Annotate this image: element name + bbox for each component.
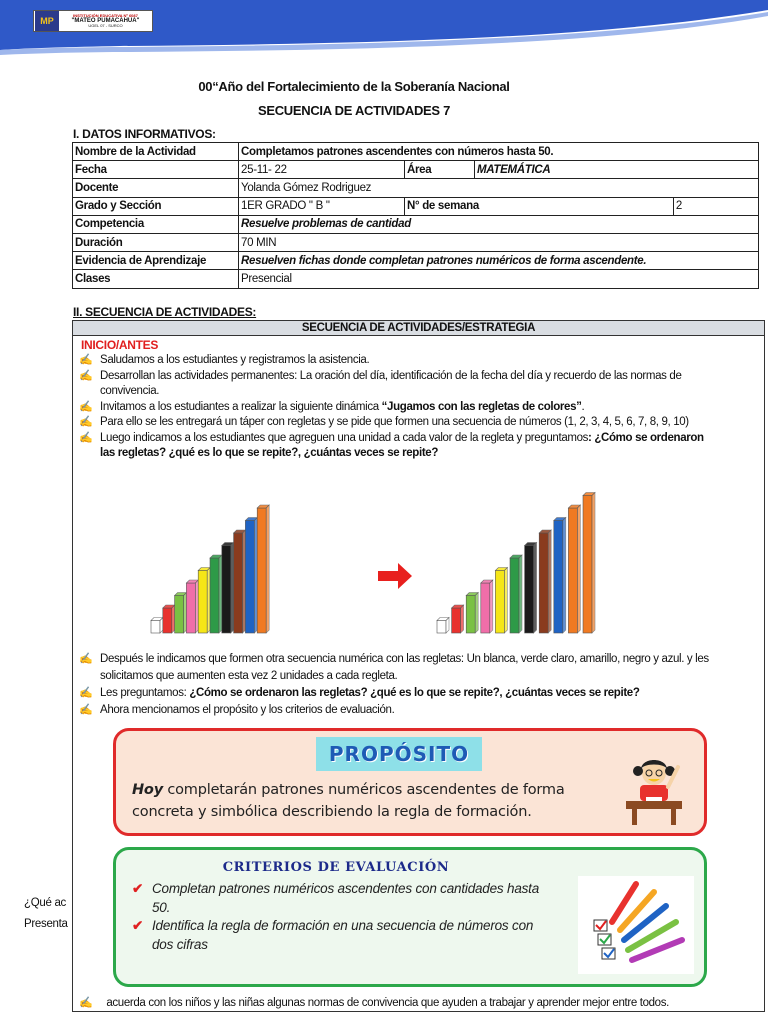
table-row — [73, 179, 759, 197]
sequence-header: SECUENCIA DE ACTIVIDADES/ESTRATEGIA — [73, 321, 764, 336]
sequence-title: SECUENCIA DE ACTIVIDADES 7 — [257, 103, 451, 118]
section-datos: I. DATOS INFORMATIVOS: — [73, 127, 216, 141]
list-item — [79, 353, 719, 369]
checkmark-icon: ✔ — [132, 918, 144, 933]
list-item — [132, 917, 552, 954]
pen-icon: ✍ — [79, 400, 93, 413]
semana-label: N° de semana — [405, 197, 674, 215]
grado-label: Grado y Sección — [73, 197, 239, 215]
evidencia-label: Evidencia de Aprendizaje — [73, 252, 239, 270]
activity-bold: ¿Cómo se ordenaron las regletas? ¿qué es lo que se repite?, ¿cuántas veces se repite? — [189, 687, 640, 699]
grado-value: 1ER GRADO " B " — [239, 197, 405, 215]
logo-name: "MATEO PUMACAHUA" — [71, 18, 140, 24]
set1-rod-8 — [234, 530, 246, 633]
criterios-title: CRITERIOS DE EVALUACIÓN — [222, 860, 450, 875]
table-row — [73, 197, 759, 215]
set1-rod-4 — [186, 580, 198, 633]
area-label: Área — [405, 161, 475, 179]
inicio-heading: INICIO/ANTES — [81, 338, 159, 352]
proposito-box — [113, 728, 707, 836]
activity-text: Les preguntamos: — [100, 687, 190, 699]
competencia-label: Competencia — [73, 215, 239, 233]
pen-icon: ✍ — [79, 653, 93, 665]
actividad-label: Nombre de la Actividad — [73, 143, 239, 161]
activity-text: Después le indicamos que formen otra secuencia numérica con las regletas: Un blanca, verde claro, amarillo, negro y azul. y les solicitamos que aumenten esta vez 2 unidades a cada regleta. — [100, 653, 709, 682]
set1-rod-2 — [163, 605, 175, 633]
activity-text: Invitamos a los estudiantes a realizar la siguiente dinámica — [100, 400, 382, 413]
fecha-label: Fecha — [73, 161, 239, 179]
activity-bold: : ¿Cómo se ordenaron las regletas? ¿qué es lo que se repite?, ¿cuántas veces se repite? — [100, 431, 704, 459]
competencia-value: Resuelve problemas de cantidad — [239, 215, 759, 233]
side-text-1: ¿Qué ac — [24, 897, 67, 909]
fecha-value: 25-11- 22 — [239, 161, 405, 179]
header-banner — [0, 0, 768, 60]
set2-rod-3 — [466, 593, 478, 634]
proposito-hoy: Hoy — [132, 782, 163, 798]
list-item — [79, 415, 719, 431]
proposito-title-banner — [316, 737, 482, 771]
student-illustration — [616, 753, 692, 827]
activity-list-2 — [79, 651, 719, 719]
rods-illustration — [73, 483, 763, 643]
sequence-box — [72, 320, 765, 1012]
table-row — [73, 143, 759, 161]
pen-icon: ✍ — [79, 354, 93, 366]
criterio-text: Completan patrones numéricos ascendentes con cantidades hasta 50. — [152, 881, 540, 915]
criterios-list — [132, 880, 552, 954]
set1-rod-5 — [198, 568, 210, 634]
set2-rod-10 — [568, 505, 580, 633]
docente-value: Yolanda Gómez Rodriguez — [239, 179, 759, 197]
list-item — [79, 685, 719, 702]
bottom-activity — [79, 996, 759, 1009]
activity-text: . — [581, 400, 585, 413]
set2-rod-11 — [583, 493, 595, 634]
evidencia-value: Resuelven fichas donde completan patrones numéricos de forma ascendente. — [239, 252, 759, 270]
set2-rod-2 — [452, 605, 464, 633]
logo-line1: INSTITUCIÓN EDUCATIVA Nº 6087 — [73, 13, 138, 18]
pen-icon: ✍ — [79, 997, 93, 1009]
activity-text: Para ello se les entregará un táper con regletas y se pide que formen una secuencia de números (1, 2, 3, 4, 5, 6, 7, 8, 9, 10) — [100, 416, 689, 428]
area-value: MATEMÁTICA — [475, 161, 759, 179]
set2-rod-9 — [554, 518, 566, 634]
list-item — [79, 369, 719, 400]
table-row — [73, 161, 759, 179]
arrow-right-icon — [378, 563, 412, 589]
duracion-label: Duración — [73, 233, 239, 251]
list-item — [79, 651, 719, 685]
activity-text: Desarrollan las actividades permanentes: La oración del día, identificación de la fecha del día y recuerdo de las normas de convivencia. — [100, 369, 682, 397]
set1-rod-3 — [175, 593, 187, 634]
activity-text: acuerda con los niños y las niñas algunas normas de convivencia que ayuden a trabajar y aprender mejor entre todos. — [106, 997, 669, 1009]
list-item — [79, 400, 719, 416]
activity-text: Saludamos a los estudiantes y registramos la asistencia. — [100, 354, 370, 366]
list-item — [132, 880, 552, 917]
set1-rod-9 — [245, 518, 257, 634]
info-table — [72, 142, 759, 289]
section-secuencia: II. SECUENCIA DE ACTIVIDADES: — [73, 305, 257, 319]
criterio-text: Identifica la regla de formación en una secuencia de números con dos cifras — [152, 918, 534, 952]
clases-label: Clases — [73, 270, 239, 288]
set1-rod-1 — [151, 618, 163, 634]
school-logo — [33, 10, 153, 32]
logo-line3: UGEL 07 - SURCO — [88, 23, 123, 28]
activity-list — [79, 353, 719, 462]
pencils-checklist-illustration — [578, 876, 694, 974]
pen-icon: ✍ — [79, 687, 93, 699]
set1-rod-6 — [210, 555, 222, 633]
side-text-2: Presenta — [24, 918, 68, 930]
table-row — [73, 252, 759, 270]
proposito-text — [132, 779, 602, 823]
table-row — [73, 270, 759, 288]
table-row — [73, 215, 759, 233]
actividad-value: Completamos patrones ascendentes con números hasta 50. — [239, 143, 759, 161]
proposito-title: PROPÓSITO — [328, 742, 470, 766]
set1-rod-7 — [222, 543, 234, 634]
activity-text: Ahora mencionamos el propósito y los criterios de evaluación. — [100, 704, 395, 716]
activity-bold: “Jugamos con las regletas de colores” — [381, 400, 582, 413]
table-row — [73, 233, 759, 251]
set2-rod-7 — [525, 543, 537, 634]
checkmark-icon: ✔ — [132, 881, 144, 896]
list-item — [79, 702, 719, 719]
criterios-box — [113, 847, 707, 987]
pen-icon: ✍ — [79, 431, 93, 444]
docente-label: Docente — [73, 179, 239, 197]
semana-value: 2 — [673, 197, 758, 215]
activity-text: Luego indicamos a los estudiantes que agreguen una unidad a cada valor de la regleta y preguntamos — [100, 431, 589, 444]
list-item — [79, 431, 719, 462]
set1-rod-10 — [257, 505, 269, 633]
pen-icon: ✍ — [79, 369, 93, 382]
set2-rod-4 — [481, 580, 493, 633]
clases-value: Presencial — [239, 270, 759, 288]
set2-rod-6 — [510, 555, 522, 633]
pen-icon: ✍ — [79, 704, 93, 716]
proposito-body: completarán patrones numéricos ascendentes de forma concreta y simbólica describiendo la regla de formación. — [132, 782, 565, 820]
year-title: 00“Año del Fortalecimiento de la Soberanía Nacional — [198, 79, 510, 94]
set2-rod-1 — [437, 618, 449, 634]
set2-rod-8 — [539, 530, 551, 633]
set2-rod-5 — [495, 568, 507, 634]
duracion-value: 70 MIN — [239, 233, 759, 251]
pen-icon: ✍ — [79, 416, 93, 428]
logo-initials: MP — [35, 11, 59, 31]
